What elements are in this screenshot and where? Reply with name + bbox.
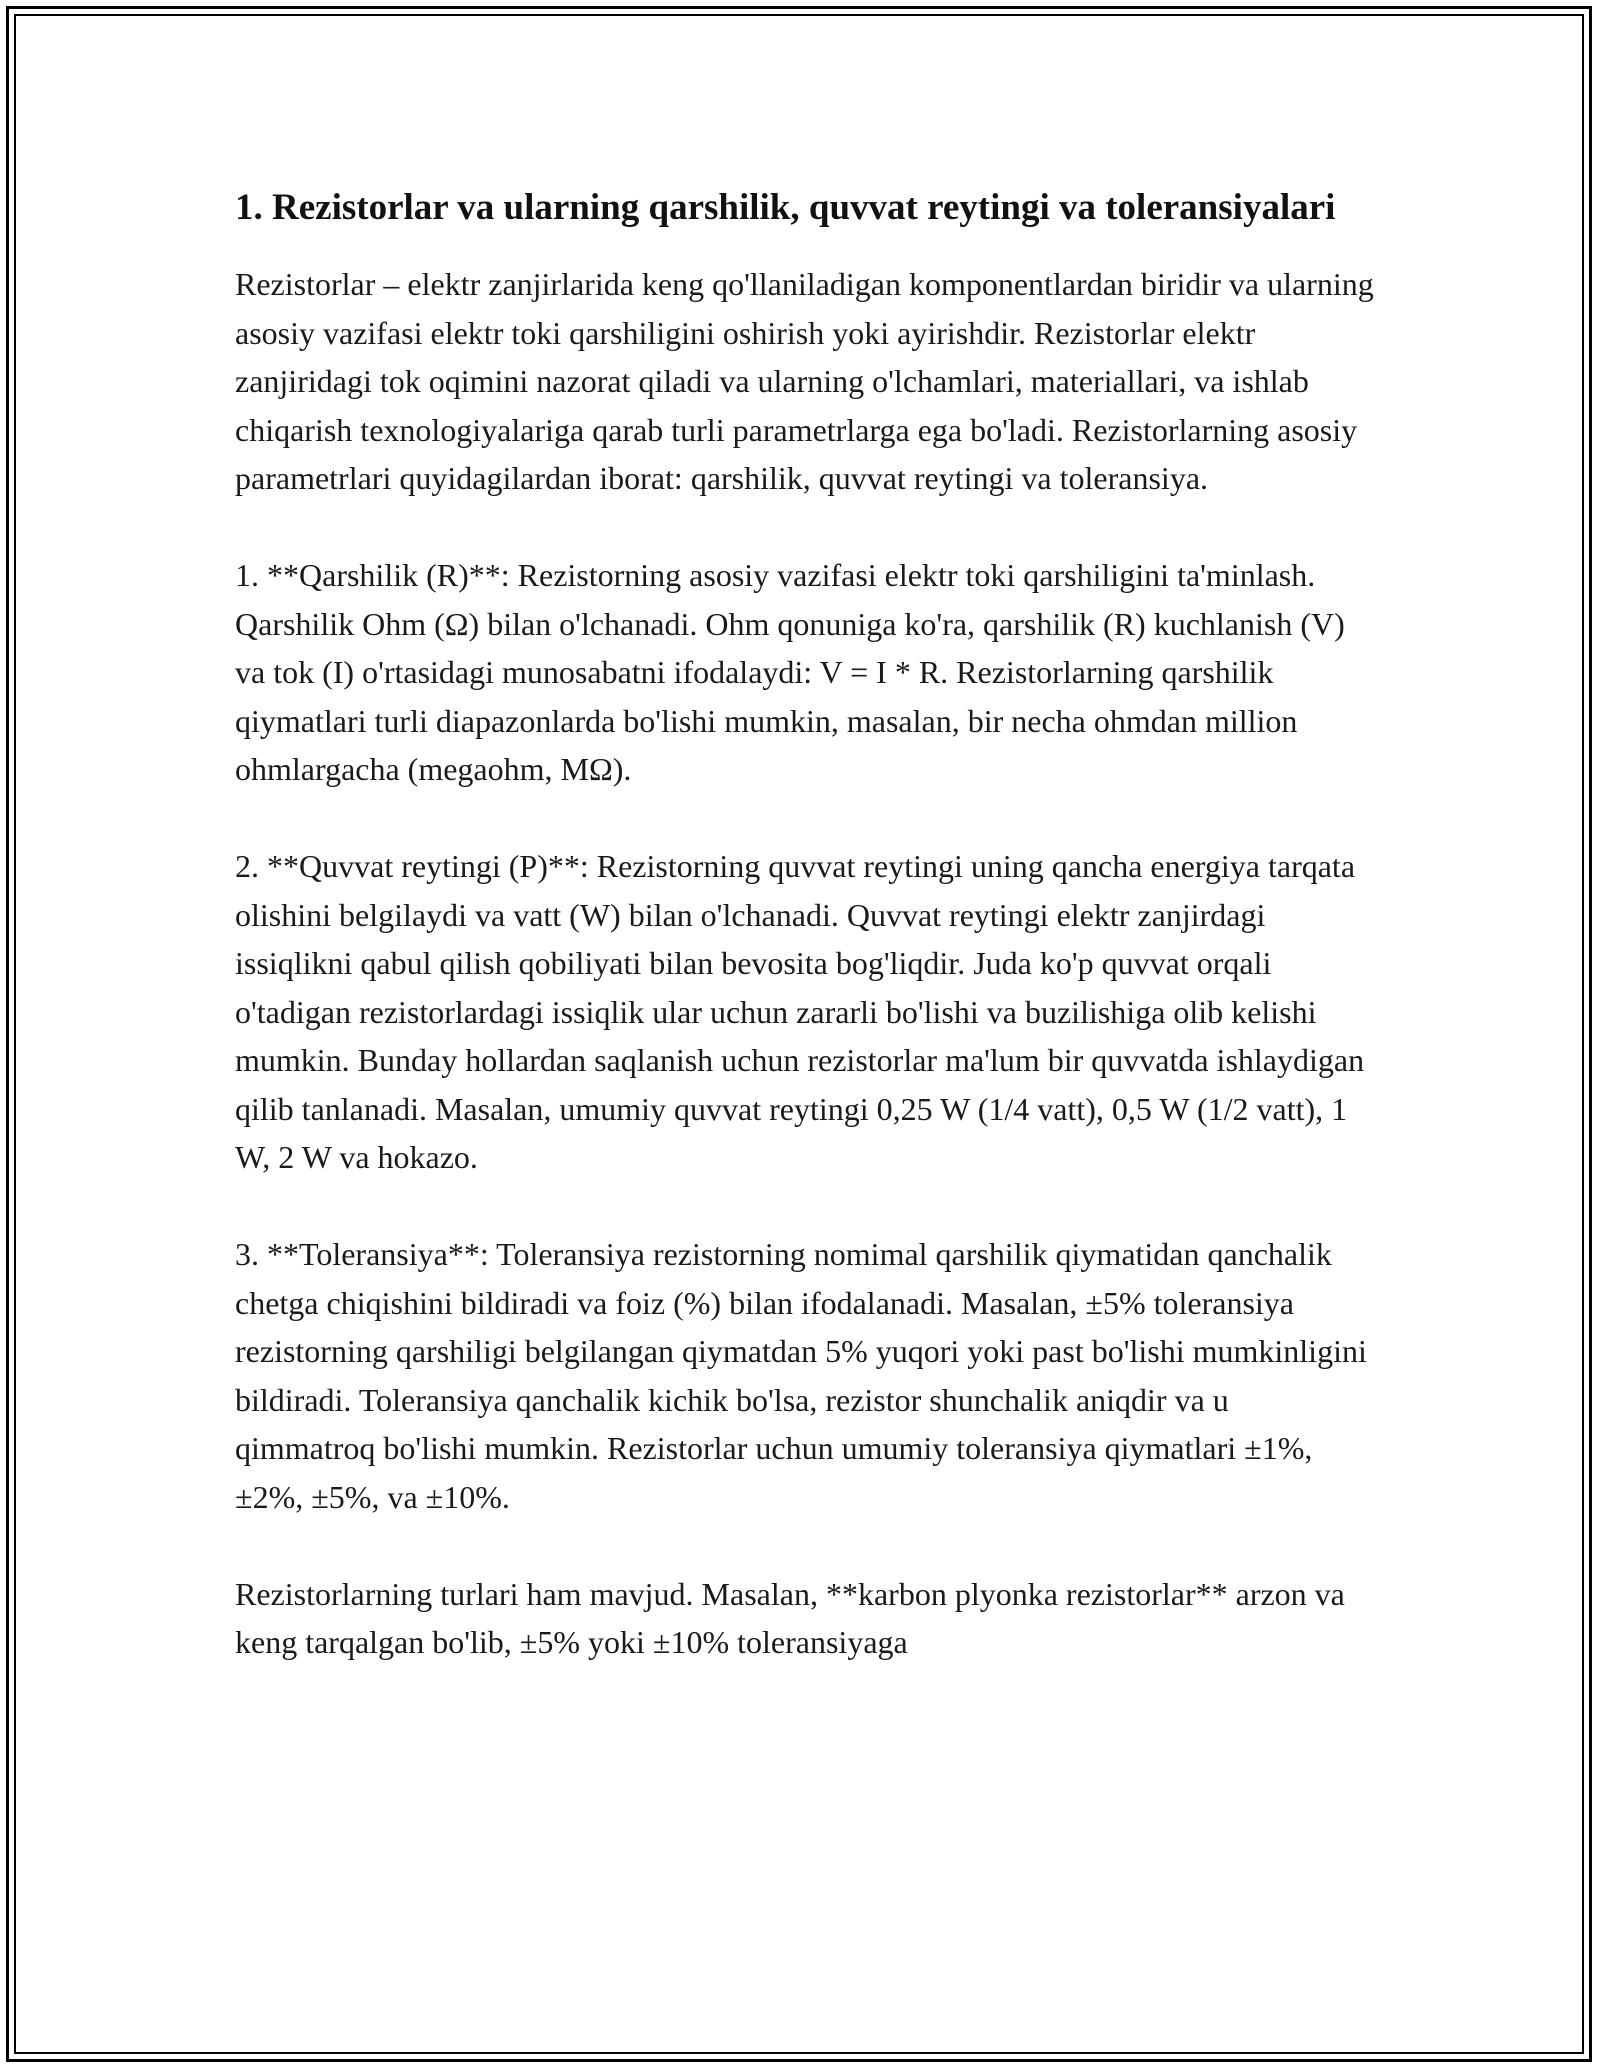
resistor-types-paragraph: Rezistorlarning turlari ham mavjud. Masalan, **karbon plyonka rezistorlar** arzon va keng tarqalgan bo'lib, ±5% yoki ±10% toleransiyaga — [235, 1575, 1345, 1660]
section-heading: 1. Rezistorlar va ularning qarshilik, quvvat reytingi va toleransiyalari — [235, 187, 1336, 228]
intro-paragraph: Rezistorlar – elektr zanjirlarida keng qo'llaniladigan komponentlardan biridir va ularning asosiy vazifasi elektr toki qarshiligini oshirish yoki ayirishdir. Rezistorlar elektr zanjiridagi tok oqimini nazorat qiladi va ularning o'lchamlari, materiallari, va ishlab chiqarish texnologiyalariga qarab turli parametrlarga ega bo'ladi. Rezistorlarning asosiy parametrlari quyidagilardan iborat: qarshilik, quvvat reytingi va toleransiya. — [235, 266, 1374, 496]
resistance-paragraph: 1. **Qarshilik (R)**: Rezistorning asosiy vazifasi elektr toki qarshiligini ta'minlash. Qarshilik Ohm (Ω) bilan o'lchanadi. Ohm qonuniga ko'ra, qarshilik (R) kuchlanish (V) va tok (I) o'rtasidagi munosabatni ifodalaydi: V = I * R. Rezistorlarning qarshilik qiymatlari turli diapazonlarda bo'lishi mumkin, masalan, bir necha ohmdan million ohmlargacha (megaohm, MΩ). — [235, 557, 1345, 787]
tolerance-paragraph: 3. **Toleransiya**: Toleransiya rezistorning nomimal qarshilik qiymatidan qanchalik chetga chiqishini bildiradi va foiz (%) bilan ifodalanadi. Masalan, ±5% toleransiya rezistorning qarshiligi belgilangan qiymatdan 5% yuqori yoki past bo'lishi mumkinligini bildiradi. Toleransiya qanchalik kichik bo'lsa, rezistor shunchalik aniqdir va u qimmatroq bo'lishi mumkin. Rezistorlar uchun umumiy toleransiya qiymatlari ±1%, ±2%, ±5%, va ±10%. — [235, 1236, 1367, 1515]
document-body — [235, 180, 1375, 1715]
power-rating-paragraph: 2. **Quvvat reytingi (P)**: Rezistorning quvvat reytingi uning qancha energiya tarqata olishini belgilaydi va vatt (W) bilan o'lchanadi. Quvvat reytingi elektr zanjirdagi issiqlikni qabul qilish qobiliyati bilan bevosita bog'liqdir. Juda ko'p quvvat orqali o'tadigan rezistorlardagi issiqlik ular uchun zararli bo'lishi va buzilishiga olib kelishi mumkin. Bunday hollardan saqlanish uchun rezistorlar ma'lum bir quvvatda ishlaydigan qilib tanlanadi. Masalan, umumiy quvvat reytingi 0,25 W (1/4 vatt), 0,5 W (1/2 vatt), 1 W, 2 W va hokazo. — [235, 848, 1365, 1175]
